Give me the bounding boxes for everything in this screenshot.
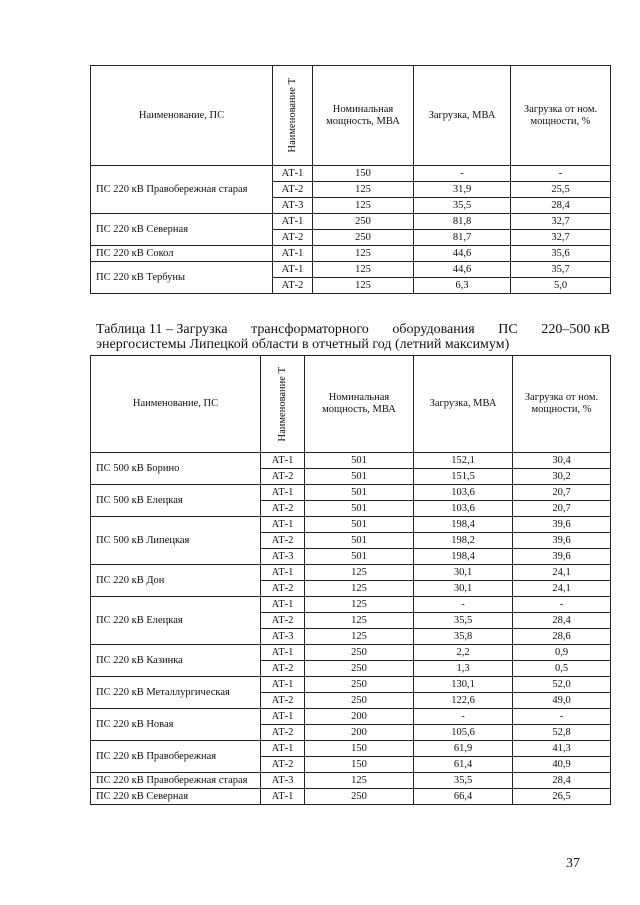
load-percent-cell: 52,8 bbox=[513, 725, 611, 741]
substation-name: ПС 500 кВ Липецкая bbox=[91, 517, 261, 565]
header-name: Наименование, ПС bbox=[91, 66, 273, 166]
power-cell: 150 bbox=[305, 757, 414, 773]
transformer-cell: АТ-2 bbox=[273, 278, 313, 294]
transformer-cell: АТ-2 bbox=[273, 230, 313, 246]
transformer-cell: АТ-2 bbox=[261, 501, 305, 517]
power-cell: 125 bbox=[313, 246, 414, 262]
caption-line-1 bbox=[96, 322, 610, 337]
table-caption bbox=[96, 322, 610, 352]
table-load-continued bbox=[90, 65, 611, 294]
load-cell: 6,3 bbox=[414, 278, 511, 294]
power-cell: 250 bbox=[305, 789, 414, 805]
transformer-cell: АТ-2 bbox=[261, 693, 305, 709]
transformer-cell: АТ-3 bbox=[261, 629, 305, 645]
header-load: Загрузка, МВА bbox=[414, 356, 513, 453]
transformer-cell: АТ-2 bbox=[261, 757, 305, 773]
load-percent-cell: 24,1 bbox=[513, 565, 611, 581]
power-cell: 250 bbox=[305, 645, 414, 661]
caption-line-2: энергосистемы Липецкой области в отчетный год (летний максимум) bbox=[96, 337, 510, 352]
load-percent-cell: 24,1 bbox=[513, 581, 611, 597]
table-load-summer-max bbox=[90, 355, 611, 805]
table-row bbox=[91, 597, 611, 613]
load-percent-cell: 49,0 bbox=[513, 693, 611, 709]
table-row bbox=[91, 709, 611, 725]
load-cell: 81,7 bbox=[414, 230, 511, 246]
load-percent-cell: 32,7 bbox=[511, 214, 611, 230]
transformer-cell: АТ-2 bbox=[261, 613, 305, 629]
transformer-cell: АТ-3 bbox=[273, 198, 313, 214]
caption-word: ПС bbox=[498, 322, 518, 337]
header-load-percent: Загрузка от ном. мощности, % bbox=[513, 356, 611, 453]
substation-name: ПС 220 кВ Сокол bbox=[91, 246, 273, 262]
power-cell: 125 bbox=[305, 629, 414, 645]
table-row bbox=[91, 246, 611, 262]
substation-name: ПС 220 кВ Елецкая bbox=[91, 597, 261, 645]
table-row bbox=[91, 517, 611, 533]
header-power: Номинальная мощность, МВА bbox=[313, 66, 414, 166]
load-cell: 35,5 bbox=[414, 613, 513, 629]
table-row bbox=[91, 645, 611, 661]
substation-name: ПС 220 кВ Правобережная bbox=[91, 741, 261, 773]
load-percent-cell: 40,9 bbox=[513, 757, 611, 773]
substation-name: ПС 220 кВ Правобережная старая bbox=[91, 773, 261, 789]
power-cell: 250 bbox=[313, 214, 414, 230]
transformer-cell: АТ-3 bbox=[261, 549, 305, 565]
header-transformer bbox=[261, 356, 305, 453]
transformer-cell: АТ-2 bbox=[261, 469, 305, 485]
caption-word: трансформаторного bbox=[251, 322, 369, 337]
table-body bbox=[91, 453, 611, 805]
table-body bbox=[91, 166, 611, 294]
load-cell: 44,6 bbox=[414, 262, 511, 278]
table-row bbox=[91, 214, 611, 230]
caption-word: Таблица 11 – Загрузка bbox=[96, 322, 228, 337]
transformer-cell: АТ-1 bbox=[261, 645, 305, 661]
power-cell: 125 bbox=[313, 182, 414, 198]
power-cell: 150 bbox=[313, 166, 414, 182]
power-cell: 501 bbox=[305, 453, 414, 469]
load-percent-cell: 20,7 bbox=[513, 501, 611, 517]
load-cell: 66,4 bbox=[414, 789, 513, 805]
power-cell: 150 bbox=[305, 741, 414, 757]
load-cell: 35,8 bbox=[414, 629, 513, 645]
power-cell: 501 bbox=[305, 533, 414, 549]
transformer-cell: АТ-2 bbox=[273, 182, 313, 198]
transformer-cell: АТ-1 bbox=[273, 262, 313, 278]
table-row bbox=[91, 789, 611, 805]
table-row bbox=[91, 166, 611, 182]
load-cell: 30,1 bbox=[414, 565, 513, 581]
header-transformer-label: Наименование Т bbox=[286, 78, 298, 153]
substation-name: ПС 220 кВ Тербуны bbox=[91, 262, 273, 294]
table-row bbox=[91, 677, 611, 693]
power-cell: 125 bbox=[305, 565, 414, 581]
table-row bbox=[91, 453, 611, 469]
substation-name: ПС 220 кВ Металлургическая bbox=[91, 677, 261, 709]
load-cell: 44,6 bbox=[414, 246, 511, 262]
load-percent-cell: 39,6 bbox=[513, 533, 611, 549]
load-percent-cell: 5,0 bbox=[511, 278, 611, 294]
load-cell: - bbox=[414, 166, 511, 182]
load-percent-cell: 39,6 bbox=[513, 549, 611, 565]
transformer-cell: АТ-1 bbox=[261, 517, 305, 533]
load-percent-cell: 20,7 bbox=[513, 485, 611, 501]
load-percent-cell: 41,3 bbox=[513, 741, 611, 757]
substation-name: ПС 220 кВ Дон bbox=[91, 565, 261, 597]
transformer-cell: АТ-1 bbox=[261, 485, 305, 501]
transformer-cell: АТ-2 bbox=[261, 725, 305, 741]
load-cell: 1,3 bbox=[414, 661, 513, 677]
table-row bbox=[91, 262, 611, 278]
transformer-cell: АТ-1 bbox=[273, 246, 313, 262]
load-percent-cell: 35,6 bbox=[511, 246, 611, 262]
power-cell: 125 bbox=[305, 773, 414, 789]
transformer-cell: АТ-1 bbox=[273, 166, 313, 182]
power-cell: 250 bbox=[305, 693, 414, 709]
transformer-cell: АТ-1 bbox=[261, 677, 305, 693]
load-cell: - bbox=[414, 709, 513, 725]
load-percent-cell: 0,5 bbox=[513, 661, 611, 677]
load-percent-cell: - bbox=[513, 597, 611, 613]
power-cell: 501 bbox=[305, 517, 414, 533]
load-cell: 151,5 bbox=[414, 469, 513, 485]
transformer-cell: АТ-1 bbox=[261, 709, 305, 725]
load-cell: 61,9 bbox=[414, 741, 513, 757]
load-cell: 35,5 bbox=[414, 198, 511, 214]
table-row bbox=[91, 741, 611, 757]
load-percent-cell: 28,6 bbox=[513, 629, 611, 645]
load-cell: - bbox=[414, 597, 513, 613]
load-percent-cell: 39,6 bbox=[513, 517, 611, 533]
power-cell: 501 bbox=[305, 485, 414, 501]
power-cell: 125 bbox=[313, 198, 414, 214]
load-cell: 2,2 bbox=[414, 645, 513, 661]
substation-name: ПС 500 кВ Борино bbox=[91, 453, 261, 485]
transformer-cell: АТ-3 bbox=[261, 773, 305, 789]
substation-name: ПС 220 кВ Северная bbox=[91, 789, 261, 805]
transformer-cell: АТ-1 bbox=[261, 565, 305, 581]
load-percent-cell: 0,9 bbox=[513, 645, 611, 661]
load-cell: 81,8 bbox=[414, 214, 511, 230]
load-percent-cell: 28,4 bbox=[511, 198, 611, 214]
load-percent-cell: 30,2 bbox=[513, 469, 611, 485]
transformer-cell: АТ-1 bbox=[261, 789, 305, 805]
table-row bbox=[91, 565, 611, 581]
header-name: Наименование, ПС bbox=[91, 356, 261, 453]
load-cell: 198,4 bbox=[414, 549, 513, 565]
transformer-cell: АТ-1 bbox=[261, 597, 305, 613]
load-percent-cell: 52,0 bbox=[513, 677, 611, 693]
power-cell: 125 bbox=[305, 597, 414, 613]
load-cell: 35,5 bbox=[414, 773, 513, 789]
transformer-cell: АТ-1 bbox=[261, 453, 305, 469]
load-percent-cell: 26,5 bbox=[513, 789, 611, 805]
header-load-percent: Загрузка от ном. мощности, % bbox=[511, 66, 611, 166]
load-cell: 198,2 bbox=[414, 533, 513, 549]
header-transformer bbox=[273, 66, 313, 166]
transformer-cell: АТ-1 bbox=[273, 214, 313, 230]
load-percent-cell: 28,4 bbox=[513, 613, 611, 629]
transformer-cell: АТ-2 bbox=[261, 661, 305, 677]
load-percent-cell: - bbox=[511, 166, 611, 182]
load-percent-cell: 35,7 bbox=[511, 262, 611, 278]
load-percent-cell: - bbox=[513, 709, 611, 725]
load-cell: 130,1 bbox=[414, 677, 513, 693]
power-cell: 250 bbox=[313, 230, 414, 246]
power-cell: 125 bbox=[305, 581, 414, 597]
transformer-cell: АТ-1 bbox=[261, 741, 305, 757]
load-percent-cell: 25,5 bbox=[511, 182, 611, 198]
substation-name: ПС 220 кВ Новая bbox=[91, 709, 261, 741]
load-cell: 30,1 bbox=[414, 581, 513, 597]
power-cell: 250 bbox=[305, 677, 414, 693]
header-load: Загрузка, МВА bbox=[414, 66, 511, 166]
substation-name: ПС 220 кВ Северная bbox=[91, 214, 273, 246]
load-cell: 152,1 bbox=[414, 453, 513, 469]
load-cell: 61,4 bbox=[414, 757, 513, 773]
substation-name: ПС 220 кВ Казинка bbox=[91, 645, 261, 677]
load-cell: 122,6 bbox=[414, 693, 513, 709]
table-row bbox=[91, 485, 611, 501]
page-number: 37 bbox=[566, 856, 580, 871]
power-cell: 250 bbox=[305, 661, 414, 677]
header-transformer-label: Наименование Т bbox=[276, 366, 288, 442]
load-percent-cell: 28,4 bbox=[513, 773, 611, 789]
load-cell: 31,9 bbox=[414, 182, 511, 198]
table-row bbox=[91, 773, 611, 789]
power-cell: 501 bbox=[305, 469, 414, 485]
power-cell: 501 bbox=[305, 549, 414, 565]
transformer-cell: АТ-2 bbox=[261, 581, 305, 597]
power-cell: 200 bbox=[305, 725, 414, 741]
load-cell: 103,6 bbox=[414, 501, 513, 517]
substation-name: ПС 500 кВ Елецкая bbox=[91, 485, 261, 517]
power-cell: 125 bbox=[305, 613, 414, 629]
caption-word: 220–500 кВ bbox=[541, 322, 610, 337]
load-cell: 103,6 bbox=[414, 485, 513, 501]
power-cell: 125 bbox=[313, 262, 414, 278]
load-cell: 105,6 bbox=[414, 725, 513, 741]
power-cell: 501 bbox=[305, 501, 414, 517]
substation-name: ПС 220 кВ Правобережная старая bbox=[91, 166, 273, 214]
caption-word: оборудования bbox=[392, 322, 475, 337]
transformer-cell: АТ-2 bbox=[261, 533, 305, 549]
header-power: Номинальная мощность, МВА bbox=[305, 356, 414, 453]
load-percent-cell: 32,7 bbox=[511, 230, 611, 246]
load-cell: 198,4 bbox=[414, 517, 513, 533]
power-cell: 125 bbox=[313, 278, 414, 294]
load-percent-cell: 30,4 bbox=[513, 453, 611, 469]
power-cell: 200 bbox=[305, 709, 414, 725]
